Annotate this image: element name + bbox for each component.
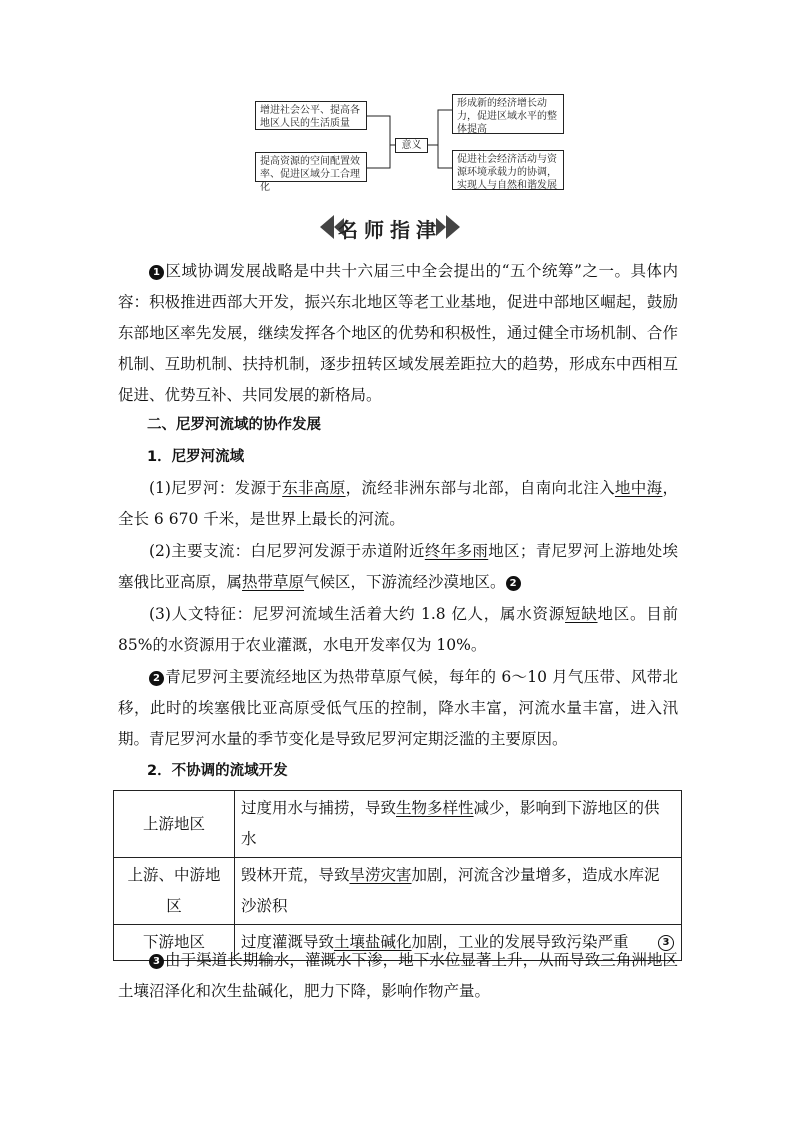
- subsection-1-heading: 1．尼罗河流域: [147, 449, 245, 465]
- header-title: 名师指津: [338, 218, 442, 242]
- table-row: [114, 791, 682, 858]
- mindmap-box-left-bottom: 提高资源的空间配置效率、促进区域分工合理化: [255, 152, 367, 182]
- table-row: [114, 858, 682, 925]
- note-3-text: 由于渠道长期输水，灌溉水下渗，地下水位显著上升，从而导致三角洲地区土壤沼泽化和次生盐碱化，肥力下降，影响作物产量。: [118, 951, 678, 1000]
- note-1-text: 区域协调发展战略是中共十六届三中全会提出的“五个统筹”之一。具体内容：积极推进西部大开发，振兴东北地区等老工业基地，促进中部地区崛起，鼓励东部地区率先发展，继续发挥各个地区的优势和积极性，通过健全市场机制、合作机制、互助机制、扶持机制，逐步扭转区域发展差距拉大的趋势，形成东中西相互促进、优势互补、共同发展的新格局。: [118, 262, 678, 404]
- table-desc-pre: 过度用水与捕捞，导致: [241, 799, 397, 817]
- note-marker-2: 2: [149, 671, 164, 686]
- item-1-prefix: (1)尼罗河：发源于: [149, 479, 283, 497]
- item-1-mid: ，流经非洲东部与北部，自南向北注入: [345, 479, 615, 497]
- note-1-paragraph: [118, 256, 678, 411]
- mindmap-box-right-top: 形成新的经济增长动力，促进区域水平的整体提高: [452, 94, 564, 134]
- table-region-cell: 上游、中游地区: [114, 858, 235, 925]
- item-3-suffix: 地区。目前 85%的水资源用于农业灌溉，水电开发率仅为 10%。: [118, 605, 678, 654]
- item-2-underline-2: 热带草原: [242, 573, 305, 591]
- table-desc-post: 加剧，河流含沙量增多，造成水库泥沙淤积: [241, 866, 660, 915]
- item-1-underline-2: 地中海: [614, 479, 663, 497]
- table-desc-post: 减少，影响到下游地区的供水: [241, 799, 660, 848]
- item-3-underline-1: 短缺: [565, 605, 598, 623]
- basin-development-table: [113, 790, 682, 961]
- note-marker-3: 3: [149, 954, 164, 969]
- note-ref-marker-2: 2: [506, 576, 521, 591]
- mindmap-box-right-bottom: 促进社会经济活动与资源环境承载力的协调，实现人与自然和谐发展: [452, 150, 564, 190]
- table-region-cell: 上游地区: [114, 791, 235, 858]
- table-desc-pre: 毁林开荒，导致: [241, 866, 350, 884]
- note-2-text: 青尼罗河主要流经地区为热带草原气候，每年的 6～10 月气压带、风带北移，此时的埃塞俄比亚高原受低气压的控制，降水丰富，河流水量丰富，进入汛期。青尼罗河水量的季节变化是导致尼罗河定期泛滥的主要原因。: [118, 668, 678, 748]
- table-region-cell: 下游地区: [114, 925, 235, 961]
- table-desc-cell: [235, 791, 682, 858]
- table-desc-pre: 过度灌溉导致: [241, 933, 335, 951]
- item-2-prefix: (2)主要支流：白尼罗河发源于赤道附近: [149, 542, 425, 560]
- section-header: [290, 212, 490, 242]
- item-3-prefix: (3)人文特征：尼罗河流域生活着大约 1.8 亿人，属水资源: [149, 605, 566, 623]
- note-ref-marker-3: 3: [658, 935, 674, 951]
- mindmap-box-left-top: 增进社会公平、提高各地区人民的生活质量: [255, 101, 367, 130]
- item-1-paragraph: [118, 473, 678, 535]
- item-1-suffix: ，全长 6 670 千米，是世界上最长的河流。: [118, 479, 678, 528]
- table-desc-cell: [235, 858, 682, 925]
- note-marker-1: 1: [149, 265, 164, 280]
- mind-map-connectors: [0, 0, 794, 200]
- section-2-heading: 二、尼罗河流域的协作发展: [147, 417, 321, 433]
- item-3-paragraph: [118, 599, 678, 661]
- item-2-mid: 地区；青尼罗河上游地处埃塞俄比亚高原，属: [118, 542, 678, 591]
- item-2-underline-1: 终年多雨: [424, 542, 489, 560]
- item-1-underline-1: 东非高原: [282, 479, 346, 497]
- note-3-paragraph: [118, 945, 678, 1007]
- table-desc-post: 加剧，工业的发展导致污染严重: [411, 933, 629, 951]
- item-2-paragraph: [118, 536, 678, 598]
- note-2-paragraph: [118, 662, 678, 755]
- table-desc-underline: 旱涝灾害: [349, 866, 412, 884]
- subsection-2-heading: 2．不协调的流域开发: [147, 763, 288, 779]
- mindmap-center-box: 意义: [395, 138, 428, 153]
- table-desc-underline: 土壤盐碱化: [334, 933, 412, 951]
- table-desc-underline: 生物多样性: [396, 799, 474, 817]
- item-2-suffix: 气候区，下游流经沙漠地区。: [304, 573, 506, 591]
